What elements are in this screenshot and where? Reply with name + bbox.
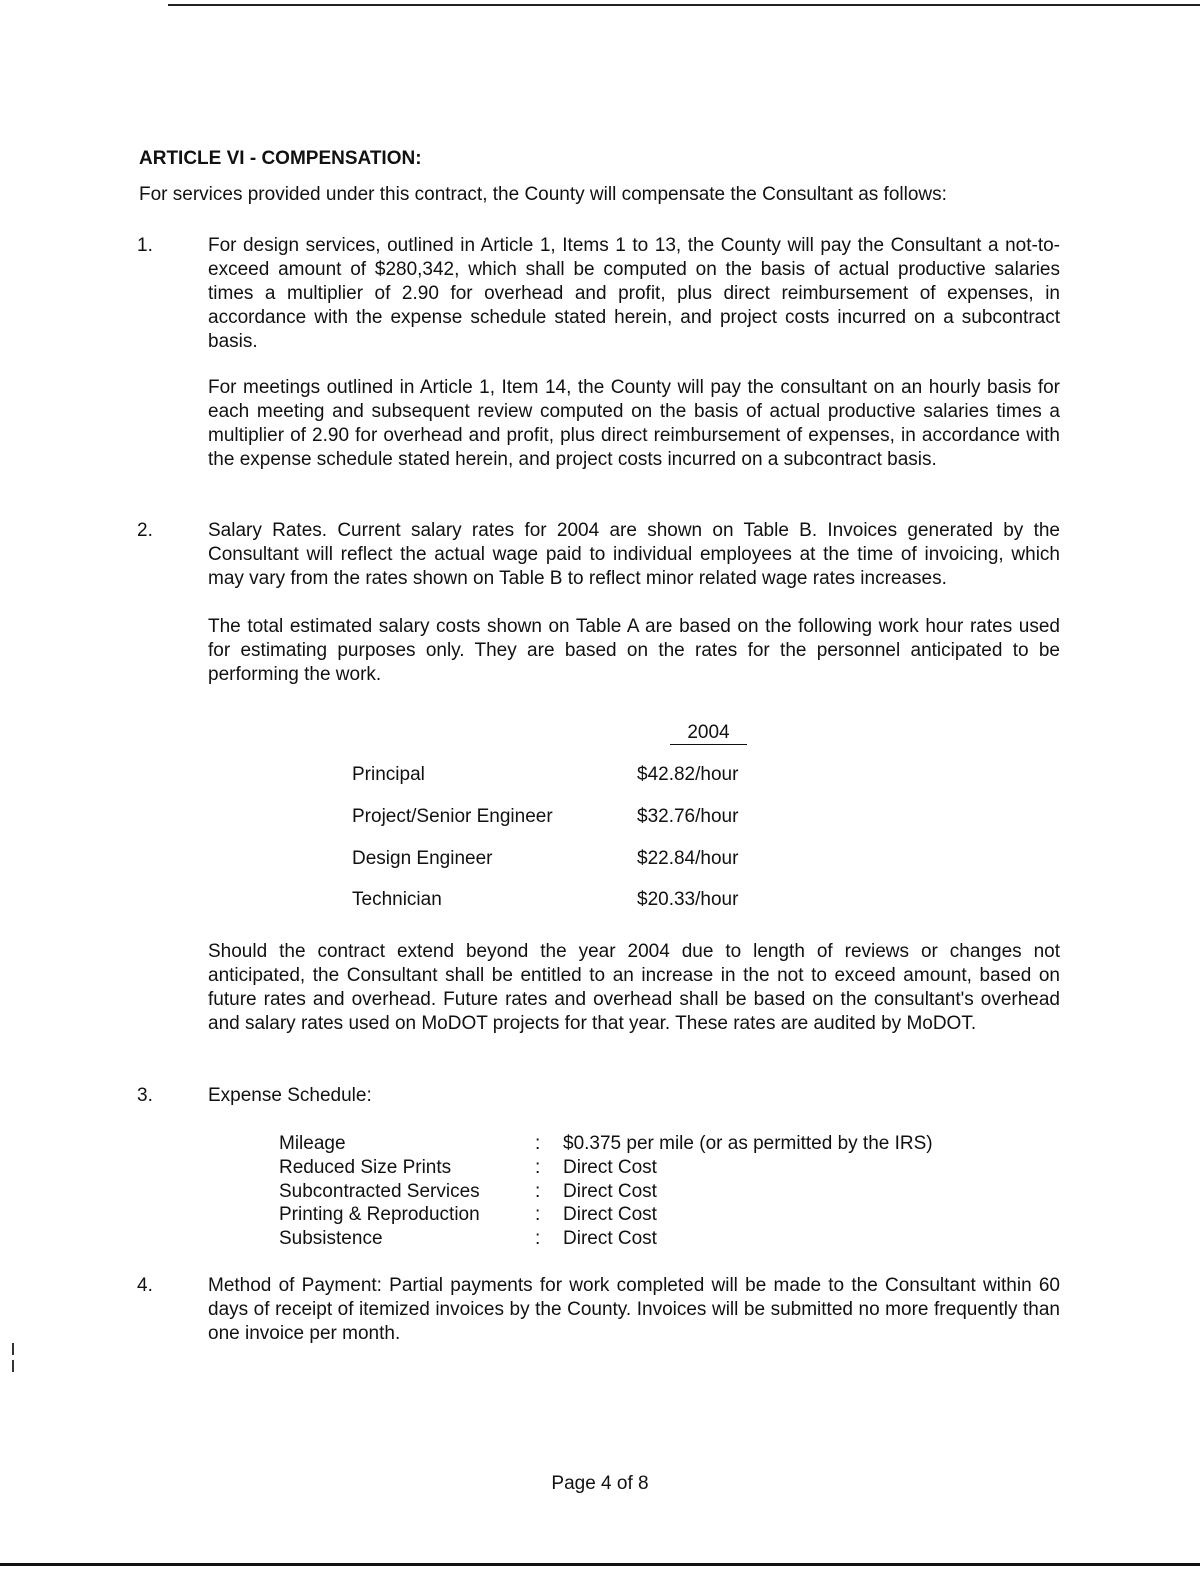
item-paragraph: Should the contract extend beyond the year 2004 due to length of reviews or changes not anticipated, the Consultant shall be entitled to an increase in the not to exceed amount, based on future rates and overhead. Future rates and overhead shall be based on the consultant's overhead and salary rates used on MoDOT projects for that year. These rates are audited by MoDOT. — [208, 941, 1060, 1034]
expense-separator: : — [535, 1133, 541, 1154]
rate-value: $42.82/hour — [637, 764, 739, 785]
item-number: 3. — [137, 1085, 153, 1106]
expense-separator: : — [535, 1228, 541, 1249]
rate-role: Project/Senior Engineer — [352, 806, 553, 827]
rate-role: Design Engineer — [352, 848, 493, 869]
expense-cost: Direct Cost — [563, 1181, 657, 1202]
expense-separator: : — [535, 1181, 541, 1202]
item-paragraph: Salary Rates. Current salary rates for 2004 are shown on Table B. Invoices generated by the Consultant will reflect the actual wage paid to individual employees at the time of invoicing, which may vary from the rates shown on Table B to reflect minor related wage rates increases. — [208, 520, 1060, 589]
expense-item: Reduced Size Prints — [279, 1157, 452, 1178]
article-heading: ARTICLE VI - COMPENSATION: — [139, 148, 422, 169]
item-number: 1. — [137, 235, 153, 256]
margin-mark — [12, 1360, 14, 1372]
item-paragraph: Expense Schedule: — [208, 1085, 372, 1106]
expense-item: Subsistence — [279, 1228, 383, 1249]
page-number: Page 4 of 8 — [551, 1473, 649, 1494]
rate-value: $22.84/hour — [637, 848, 739, 869]
rates-year-header: 2004 — [670, 722, 747, 745]
intro-text: For services provided under this contract, the County will compensate the Consultant as follows: — [139, 184, 947, 205]
expense-separator: : — [535, 1157, 541, 1178]
rate-role: Principal — [352, 764, 425, 785]
scan-bottom-rule — [0, 1563, 1200, 1566]
scan-top-rule — [168, 4, 1200, 6]
item-paragraph: For meetings outlined in Article 1, Item 14, the County will pay the consultant on an hourly basis for each meeting and subsequent review computed on the basis of actual productive salaries times a multiplier of 2.90 for overhead and profit, plus direct reimbursement of expenses, in accordance with the expense schedule stated herein, and project costs incurred on a subcontract basis. — [208, 377, 1060, 470]
item-paragraph: For design services, outlined in Article 1, Items 1 to 13, the County will pay the Consultant a not-to-exceed amount of $280,342, which shall be computed on the basis of actual productive salaries times a multiplier of 2.90 for overhead and profit, plus direct reimbursement of expenses, in accordance with the expense schedule stated herein, and project costs incurred on a subcontract basis. — [208, 235, 1060, 352]
item-paragraph: Method of Payment: Partial payments for work completed will be made to the Consultant within 60 days of receipt of itemized invoices by the County. Invoices will be submitted no more frequently than one invoice per month. — [208, 1275, 1060, 1344]
margin-mark — [12, 1343, 14, 1355]
rate-value: $32.76/hour — [637, 806, 739, 827]
expense-separator: : — [535, 1204, 541, 1225]
expense-item: Subcontracted Services — [279, 1181, 480, 1202]
item-paragraph: The total estimated salary costs shown on Table A are based on the following work hour rates used for estimating purposes only. They are based on the rates for the personnel anticipated to be performing the work. — [208, 616, 1060, 685]
expense-cost: $0.375 per mile (or as permitted by the IRS) — [563, 1133, 933, 1154]
expense-cost: Direct Cost — [563, 1157, 657, 1178]
expense-item: Printing & Reproduction — [279, 1204, 480, 1225]
rate-value: $20.33/hour — [637, 889, 739, 910]
item-number: 2. — [137, 520, 153, 541]
expense-item: Mileage — [279, 1133, 346, 1154]
rate-role: Technician — [352, 889, 442, 910]
expense-cost: Direct Cost — [563, 1228, 657, 1249]
item-number: 4. — [137, 1275, 153, 1296]
expense-cost: Direct Cost — [563, 1204, 657, 1225]
